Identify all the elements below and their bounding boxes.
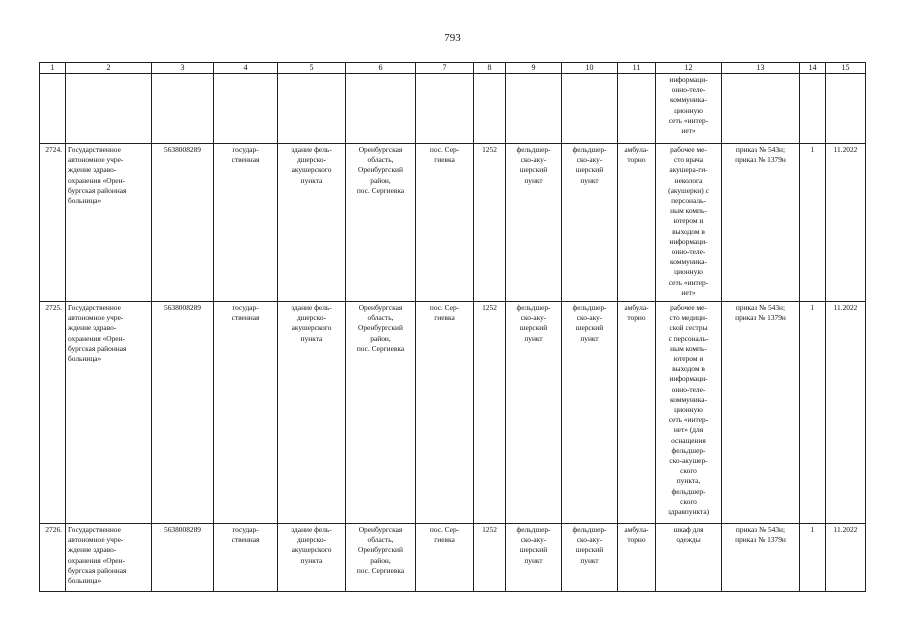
- unit-type: фельдшер- ско-аку- шерский пункт: [506, 144, 562, 302]
- column-header: 3: [152, 63, 214, 74]
- unit-type: [506, 74, 562, 144]
- building-type: здание фель- дшерско- акушерского пункта: [278, 302, 346, 524]
- population: [474, 74, 506, 144]
- subdivision: фельдшер- ско-аку- шерский пункт: [562, 524, 618, 592]
- column-header: 5: [278, 63, 346, 74]
- address: Оренбургская область, Оренбургский район, пос. Сергиевка: [346, 524, 416, 592]
- column-header: 1: [40, 63, 66, 74]
- building-type: здание фель- дшерско- акушерского пункта: [278, 144, 346, 302]
- locality: пос. Сер- гиевка: [416, 524, 474, 592]
- unit-type: фельдшер- ско-аку- шерский пункт: [506, 524, 562, 592]
- organization-name: Государственное автономное учре- ждение здраво- охранения «Орен- бургская районная больница»: [66, 302, 152, 524]
- care-condition: амбула- торно: [618, 144, 656, 302]
- table-row-continuation: [40, 74, 866, 144]
- locality: пос. Сер- гиевка: [416, 144, 474, 302]
- address: Оренбургская область, Оренбургский район, пос. Сергиевка: [346, 144, 416, 302]
- column-header: 15: [826, 63, 866, 74]
- row-number: 2725.: [40, 302, 66, 524]
- header-row: [40, 63, 866, 74]
- care-condition: амбула- торно: [618, 302, 656, 524]
- inn: 5638008289: [152, 144, 214, 302]
- date: [826, 74, 866, 144]
- organization-name: [66, 74, 152, 144]
- building-type: [278, 74, 346, 144]
- organization-name: Государственное автономное учре- ждение здраво- охранения «Орен- бургская районная больница»: [66, 524, 152, 592]
- inn: 5638008289: [152, 302, 214, 524]
- population: 1252: [474, 144, 506, 302]
- date: 11.2022: [826, 302, 866, 524]
- ownership-form: государ- ственная: [214, 302, 278, 524]
- subdivision: фельдшер- ско-аку- шерский пункт: [562, 144, 618, 302]
- column-header: 10: [562, 63, 618, 74]
- registry-table: [39, 62, 866, 592]
- quantity: 1: [800, 144, 826, 302]
- inn: [152, 74, 214, 144]
- equipment-name: рабочее ме- сто врача акушера-ги- неколога (акушерки) с персональ- ным компь- ютером и выходом в информаци- онно-теле- коммуника- ционную сеть «интер- нет»: [656, 144, 722, 302]
- column-header: 8: [474, 63, 506, 74]
- column-header: 14: [800, 63, 826, 74]
- organization-name: Государственное автономное учре- ждение здраво- охранения «Орен- бургская районная больница»: [66, 144, 152, 302]
- address: Оренбургская область, Оренбургский район, пос. Сергиевка: [346, 302, 416, 524]
- column-header: 6: [346, 63, 416, 74]
- inn: 5638008289: [152, 524, 214, 592]
- column-header: 9: [506, 63, 562, 74]
- order-reference: [722, 74, 800, 144]
- quantity: 1: [800, 302, 826, 524]
- locality: пос. Сер- гиевка: [416, 302, 474, 524]
- table-row: [40, 524, 866, 592]
- ownership-form: государ- ственная: [214, 144, 278, 302]
- quantity: 1: [800, 524, 826, 592]
- column-header: 4: [214, 63, 278, 74]
- row-number: 2726.: [40, 524, 66, 592]
- subdivision: фельдшер- ско-аку- шерский пункт: [562, 302, 618, 524]
- equipment-name: информаци- онно-теле- коммуника- ционную сеть «интер- нет»: [656, 74, 722, 144]
- building-type: здание фель- дшерско- акушерского пункта: [278, 524, 346, 592]
- order-reference: приказ № 543н; приказ № 1379н: [722, 302, 800, 524]
- population: 1252: [474, 524, 506, 592]
- table-row: [40, 302, 866, 524]
- date: 11.2022: [826, 524, 866, 592]
- order-reference: приказ № 543н; приказ № 1379н: [722, 144, 800, 302]
- order-reference: приказ № 543н; приказ № 1379н: [722, 524, 800, 592]
- ownership-form: государ- ственная: [214, 524, 278, 592]
- ownership-form: [214, 74, 278, 144]
- unit-type: фельдшер- ско-аку- шерский пункт: [506, 302, 562, 524]
- row-number: 2724.: [40, 144, 66, 302]
- equipment-name: шкаф для одежды: [656, 524, 722, 592]
- locality: [416, 74, 474, 144]
- care-condition: [618, 74, 656, 144]
- population: 1252: [474, 302, 506, 524]
- address: [346, 74, 416, 144]
- table-row: [40, 144, 866, 302]
- row-number: [40, 74, 66, 144]
- column-header: 2: [66, 63, 152, 74]
- column-header: 12: [656, 63, 722, 74]
- subdivision: [562, 74, 618, 144]
- date: 11.2022: [826, 144, 866, 302]
- quantity: [800, 74, 826, 144]
- care-condition: амбула- торно: [618, 524, 656, 592]
- column-header: 11: [618, 63, 656, 74]
- column-header: 13: [722, 63, 800, 74]
- page-number: 793: [444, 32, 461, 44]
- column-header: 7: [416, 63, 474, 74]
- equipment-name: рабочее ме- сто медици- ской сестры с персональ- ным компь- ютером и выходом в информаци- онно-теле- коммуника- ционную сеть «интер- нет» (для оснащения фельдшер- ско-акушер- ского пункта, фельдшер- ского здравпункта): [656, 302, 722, 524]
